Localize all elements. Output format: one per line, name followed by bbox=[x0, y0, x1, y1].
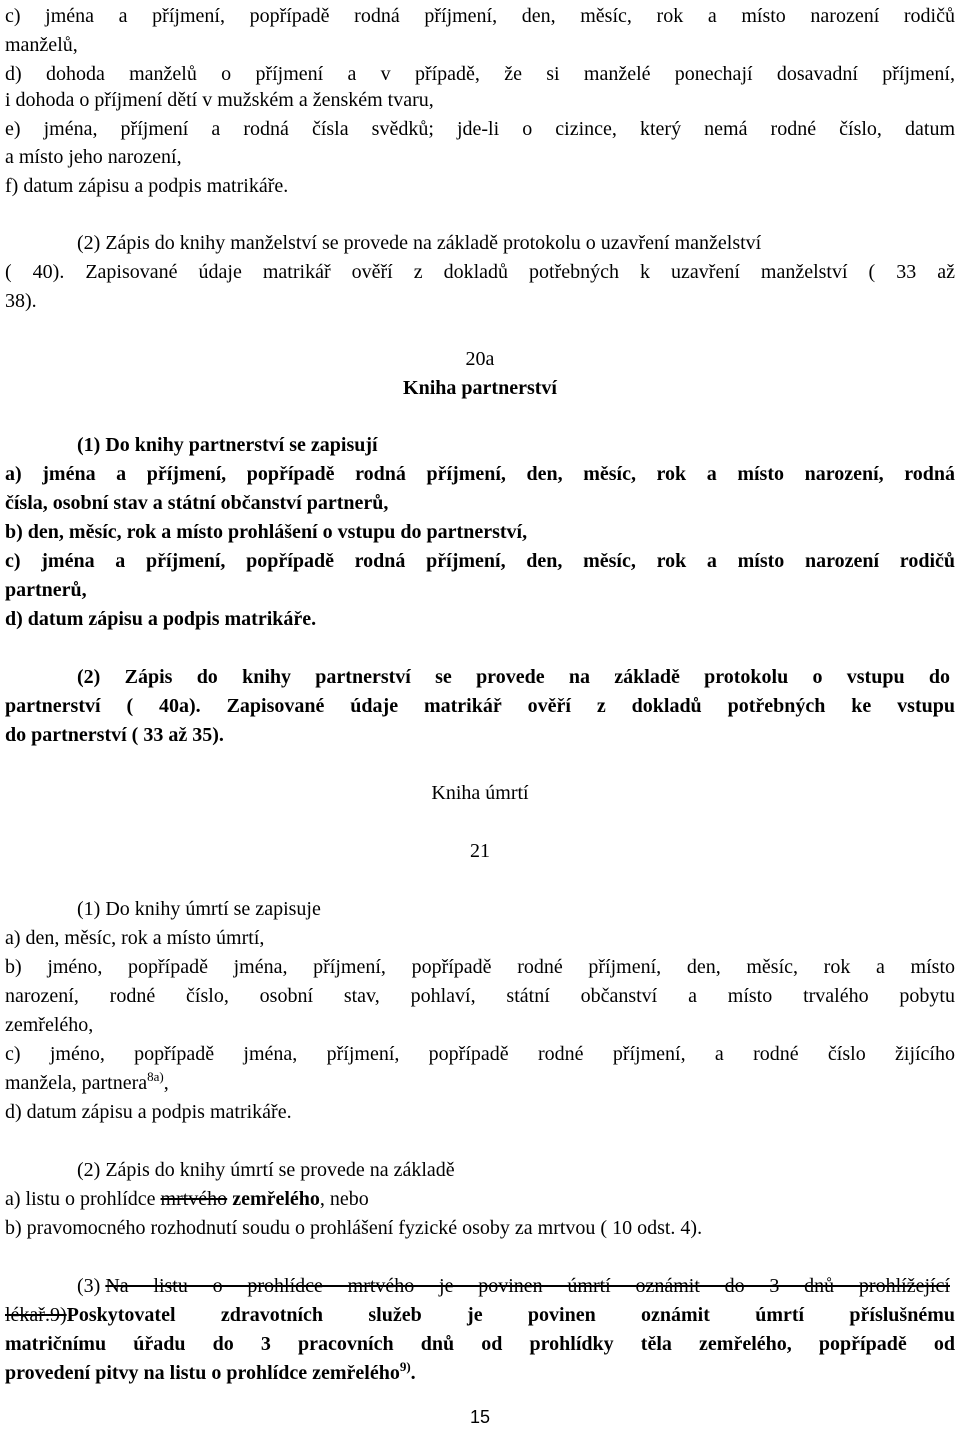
footnote-ref: 8a) bbox=[147, 1069, 164, 1084]
list-item: a) jména a příjmení, popřípadě rodná příjmení, den, měsíc, rok a místo narození, rodná bbox=[5, 463, 955, 485]
paragraph-line: (2) Zápis do knihy partnerství se provede na základě protokolu o vstupu do bbox=[77, 666, 950, 688]
paragraph-line: matričnímu úřadu do 3 pracovních dnů od prohlídky těla zemřelého, popřípadě od bbox=[5, 1333, 955, 1355]
section-number: 20a bbox=[465, 348, 495, 370]
paragraph-text: provedení pitvy na listu o prohlídce zemřelého bbox=[5, 1362, 400, 1384]
list-item bbox=[5, 1071, 169, 1095]
paragraph-line: ( 40). Zapisované údaje matrikář ověří z dokladů potřebných k uzavření manželství ( 33 až bbox=[5, 261, 955, 283]
paragraph-line bbox=[5, 1303, 955, 1327]
paragraph-line: partnerství ( 40a). Zapisované údaje matrikář ověří z dokladů potřebných ke vstupu bbox=[5, 695, 955, 717]
text-line: i dohoda o příjmení dětí v mužském a ženském tvaru, bbox=[5, 89, 434, 111]
text-line: a místo jeho narození, bbox=[5, 146, 182, 168]
list-item-text: manžela, partnera bbox=[5, 1072, 148, 1094]
paragraph-line: (1) Do knihy partnerství se zapisují bbox=[77, 434, 378, 456]
list-item: zemřelého, bbox=[5, 1014, 94, 1036]
list-item-text: a) listu o prohlídce bbox=[5, 1188, 161, 1210]
inserted-text: zemřelého bbox=[227, 1188, 320, 1210]
list-item: narození, rodné číslo, osobní stav, pohlaví, státní občanství a místo trvalého pobytu bbox=[5, 985, 955, 1007]
list-item: čísla, osobní stav a státní občanství partnerů, bbox=[5, 492, 389, 514]
list-item bbox=[5, 1187, 369, 1211]
paragraph-line bbox=[5, 1361, 416, 1385]
text-line: c) jména a příjmení, popřípadě rodná příjmení, den, měsíc, rok a místo narození rodičů bbox=[5, 5, 955, 27]
struck-text: lékař.9) bbox=[5, 1304, 67, 1326]
paragraph-line: 38). bbox=[5, 290, 37, 312]
text-line: d) dohoda manželů o příjmení a v případě, že si manželé ponechají dosavadní příjmení, bbox=[5, 63, 955, 85]
paragraph-line: (2) Zápis do knihy úmrtí se provede na základě bbox=[77, 1159, 455, 1181]
list-item: b) den, měsíc, rok a místo prohlášení o vstupu do partnerství, bbox=[5, 521, 528, 543]
list-item-text: , bbox=[163, 1072, 169, 1094]
list-item: b) pravomocného rozhodnutí soudu o prohlášení fyzické osoby za mrtvou ( 10 odst. 4). bbox=[5, 1217, 703, 1239]
struck-text: mrtvého bbox=[160, 1188, 228, 1210]
paragraph-line: (1) Do knihy úmrtí se zapisuje bbox=[77, 898, 321, 920]
section-heading: Kniha partnerství bbox=[403, 377, 557, 399]
text-line: manželů, bbox=[5, 34, 78, 56]
section-number: 21 bbox=[470, 840, 490, 862]
section-heading: Kniha úmrtí bbox=[431, 782, 529, 804]
list-item: a) den, měsíc, rok a místo úmrtí, bbox=[5, 927, 265, 949]
paragraph-line: do partnerství ( 33 až 35). bbox=[5, 724, 224, 746]
list-item: c) jméno, popřípadě jména, příjmení, popřípadě rodné příjmení, a rodné číslo žijícího bbox=[5, 1043, 955, 1065]
inserted-text: Poskytovatel zdravotních služeb je povinen oznámit úmrtí příslušnému bbox=[66, 1304, 955, 1326]
list-item: partnerů, bbox=[5, 579, 87, 601]
text-line: e) jména, příjmení a rodná čísla svědků; jde-li o cizince, který nemá rodné číslo, datum bbox=[5, 118, 955, 140]
struck-text: Na listu o prohlídce mrtvého je povinen úmrtí oznámit do 3 dnů prohlížející bbox=[105, 1275, 950, 1297]
footnote-ref: 9) bbox=[399, 1359, 411, 1374]
paragraph-text: . bbox=[410, 1362, 416, 1384]
paragraph-line: (2) Zápis do knihy manželství se provede na základě protokolu o uzavření manželství bbox=[77, 232, 762, 254]
list-item-text: , nebo bbox=[319, 1188, 369, 1210]
paragraph-line bbox=[77, 1274, 950, 1298]
paragraph-number: (3) bbox=[77, 1275, 106, 1297]
list-item: c) jména a příjmení, popřípadě rodná příjmení, den, měsíc, rok a místo narození rodičů bbox=[5, 550, 955, 572]
list-item: d) datum zápisu a podpis matrikáře. bbox=[5, 1101, 292, 1123]
page-number: 15 bbox=[469, 1407, 491, 1427]
list-item: b) jméno, popřípadě jména, příjmení, popřípadě rodné příjmení, den, měsíc, rok a místo bbox=[5, 956, 955, 978]
list-item: d) datum zápisu a podpis matrikáře. bbox=[5, 608, 317, 630]
text-line: f) datum zápisu a podpis matrikáře. bbox=[5, 175, 289, 197]
